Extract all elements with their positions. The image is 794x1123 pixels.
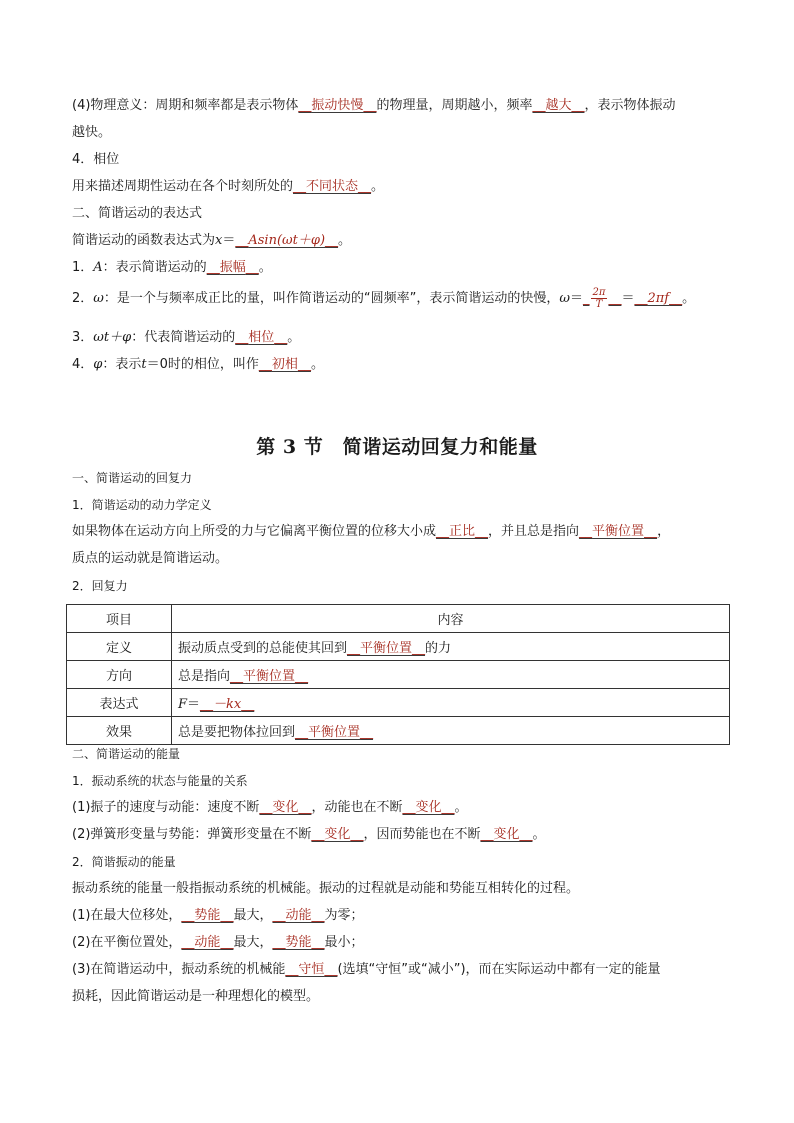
text: (4)物理意义：周期和频率都是表示物体 (72, 98, 299, 113)
text: 的物理量，周期越小，频率 (376, 98, 533, 113)
answer-text: 2πf (647, 291, 670, 306)
text: 。 (532, 827, 546, 842)
fraction (591, 287, 608, 310)
section-title: 第 3 节 简谐运动回复力和能量 (256, 436, 538, 458)
text: (2)在平衡位置处， (72, 935, 182, 950)
text: (2)弹簧形变量与势能：弹簧形变量在不断 (72, 827, 312, 842)
answer-blank: __振幅__ (206, 260, 259, 275)
math-symbol: x (215, 233, 223, 248)
table-row (67, 689, 730, 717)
answer-text: 变化 (415, 800, 442, 815)
answer-text: 正比 (449, 524, 476, 539)
text: 用来描述周期性运动在各个时刻所处的 (72, 179, 294, 194)
text: ：表示 (102, 357, 142, 372)
answer-blank: __－kx__ (200, 697, 255, 712)
dynamics-definition-heading: 1．简谐运动的动力学定义 (72, 498, 212, 512)
table-header-cell: 内容 (172, 605, 730, 633)
energy-line-2 (72, 824, 722, 846)
text: 简谐运动的函数表达式为 (72, 233, 216, 248)
answer-text: 平衡位置 (592, 524, 645, 539)
answer-text: 势能 (194, 908, 221, 923)
answer-blank: __不同状态__ (293, 179, 372, 194)
restoring-force-heading: 一、简谐运动的回复力 (72, 471, 193, 485)
text: (选填“守恒”或“减小”)，而在实际运动中都有一定的能量 (337, 962, 661, 977)
text: 最大， (233, 908, 273, 923)
text: 。 (371, 179, 385, 194)
answer-blank: __变化__ (311, 827, 364, 842)
math-symbol: ω (93, 291, 104, 306)
text: ，表示物体振动 (584, 98, 676, 113)
answer-blank: __Asin(ωt＋φ)__ (235, 233, 339, 248)
text: 最小； (324, 935, 364, 950)
answer-text: 不同状态 (306, 179, 359, 194)
energy-line-3 (72, 905, 722, 927)
answer-text: 变化 (324, 827, 351, 842)
fraction-numerator: 2π (592, 287, 606, 298)
phase-heading: 4．相位 (72, 152, 120, 167)
text: 1． (72, 260, 94, 275)
answer-blank: __初相__ (258, 357, 311, 372)
answer-text: 初相 (271, 357, 298, 372)
answer-blank: __变化__ (259, 800, 312, 815)
energy-relation-heading: 1．振动系统的状态与能量的关系 (72, 774, 248, 788)
math-symbol: t (141, 357, 147, 372)
math-symbol: ω (559, 291, 570, 306)
answer-text: 振幅 (219, 260, 246, 275)
expression-line (72, 230, 722, 252)
answer-text: 相位 (248, 330, 275, 345)
text: 。 (454, 800, 468, 815)
restoring-force-table (66, 604, 730, 745)
energy-paragraph: 振动系统的能量一般指振动系统的机械能。振动的过程就是动能和势能互相转化的过程。 (72, 881, 580, 896)
item-4 (72, 354, 722, 376)
table-header-cell: 项目 (67, 605, 172, 633)
text: (1)在最大位移处， (72, 908, 182, 923)
answer-text: －kx (213, 697, 242, 712)
table-row (67, 661, 730, 689)
energy-heading: 二、简谐运动的能量 (72, 747, 181, 761)
answer-blank: __变化__ (480, 827, 533, 842)
text: ＝ (569, 291, 583, 306)
table-row (67, 633, 730, 661)
text: 。 (310, 357, 324, 372)
expression-heading: 二、简谐运动的表达式 (72, 206, 203, 221)
meaning-line-2: 越快。 (72, 125, 112, 140)
math-symbol: φ (93, 357, 103, 372)
text: 振动质点受到的总能使其回到 (178, 641, 348, 656)
table-cell-value (172, 717, 730, 745)
table-row (67, 717, 730, 745)
dynamics-definition-line-2: 质点的运动就是简谐运动。 (72, 551, 229, 566)
text: ：是一个与频率成正比的量，叫作简谐运动的“圆频率”，表示简谐运动的快慢， (103, 291, 560, 306)
answer-text: 势能 (285, 935, 312, 950)
meaning-line (72, 95, 722, 117)
answer-text: 动能 (285, 908, 312, 923)
text: (1)振子的速度与动能：速度不断 (72, 800, 260, 815)
answer-blank: __越大__ (532, 98, 585, 113)
text: ＝ (621, 291, 635, 306)
answer-blank: __2πf__ (634, 291, 683, 306)
text: 3． (72, 330, 94, 345)
answer-blank: __势能__ (181, 908, 234, 923)
table-cell-key: 方向 (67, 661, 172, 689)
answer-blank: __守恒__ (285, 962, 338, 977)
answer-blank: __平衡位置__ (230, 669, 309, 684)
energy-line-5 (72, 959, 722, 981)
table-cell-value (172, 689, 730, 717)
energy-line-1 (72, 797, 722, 819)
fraction-denominator: T (595, 299, 603, 310)
text: 。 (682, 291, 696, 306)
math-symbol: A (93, 260, 103, 275)
answer-text: 变化 (493, 827, 520, 842)
text: ：表示简谐运动的 (102, 260, 207, 275)
restoring-force-subheading: 2．回复力 (72, 579, 128, 593)
answer-text: 动能 (194, 935, 221, 950)
answer-blank: __动能__ (272, 908, 325, 923)
table-cell-value (172, 633, 730, 661)
phase-definition (72, 176, 722, 198)
answer-blank: __振动快慢__ (298, 98, 377, 113)
dynamics-definition (72, 521, 722, 543)
math-symbol: ωt＋φ (93, 330, 132, 345)
text: ， (657, 524, 671, 539)
answer-text: 振动快慢 (311, 98, 364, 113)
answer-text: 平衡位置 (243, 669, 296, 684)
text: 最大， (233, 935, 273, 950)
answer-blank: __平衡位置__ (347, 641, 426, 656)
answer-text: 平衡位置 (308, 725, 361, 740)
item-1 (72, 257, 722, 279)
table-cell-value (172, 661, 730, 689)
answer-text: 变化 (272, 800, 299, 815)
math-symbol: F (178, 697, 188, 712)
item-3 (72, 327, 722, 349)
answer-text: 越大 (545, 98, 572, 113)
answer-text: 平衡位置 (360, 641, 413, 656)
text: ：代表简谐运动的 (131, 330, 236, 345)
answer-blank: __动能__ (181, 935, 234, 950)
item-2 (72, 287, 722, 310)
text: 2． (72, 291, 94, 306)
energy-line-4 (72, 932, 722, 954)
answer-text: 守恒 (298, 962, 325, 977)
answer-blank: __平衡位置__ (295, 725, 374, 740)
text: ＝ (187, 697, 201, 712)
text: 为零； (324, 908, 364, 923)
text: 总是要把物体拉回到 (178, 725, 296, 740)
answer-blank: __变化__ (402, 800, 455, 815)
text: 。 (338, 233, 352, 248)
energy-subheading: 2．简谐振动的能量 (72, 855, 176, 869)
text: 4． (72, 357, 94, 372)
text: ＝0时的相位，叫作 (146, 357, 259, 372)
answer-blank: _ $\frac{2\pi}{T}$ __ (583, 287, 622, 310)
table-header-row (67, 605, 730, 633)
text: ，因而势能也在不断 (363, 827, 481, 842)
table-cell-key: 效果 (67, 717, 172, 745)
answer-blank: __势能__ (272, 935, 325, 950)
answer-blank: __相位__ (235, 330, 288, 345)
answer-blank: __平衡位置__ (579, 524, 658, 539)
text: 总是指向 (178, 669, 231, 684)
answer-text: Asin(ωt＋φ) (248, 233, 326, 248)
text: 的力 (425, 641, 452, 656)
table-cell-key: 定义 (67, 633, 172, 661)
answer-blank: __正比__ (436, 524, 489, 539)
text: (3)在简谐运动中，振动系统的机械能 (72, 962, 286, 977)
energy-line-5b: 损耗，因此简谐运动是一种理想化的模型。 (72, 989, 320, 1004)
text: ，并且总是指向 (488, 524, 580, 539)
text: 。 (287, 330, 301, 345)
text: ，动能也在不断 (311, 800, 403, 815)
table-cell-key: 表达式 (67, 689, 172, 717)
text: 。 (258, 260, 272, 275)
text: 如果物体在运动方向上所受的力与它偏离平衡位置的位移大小成 (72, 524, 437, 539)
text: ＝ (222, 233, 236, 248)
